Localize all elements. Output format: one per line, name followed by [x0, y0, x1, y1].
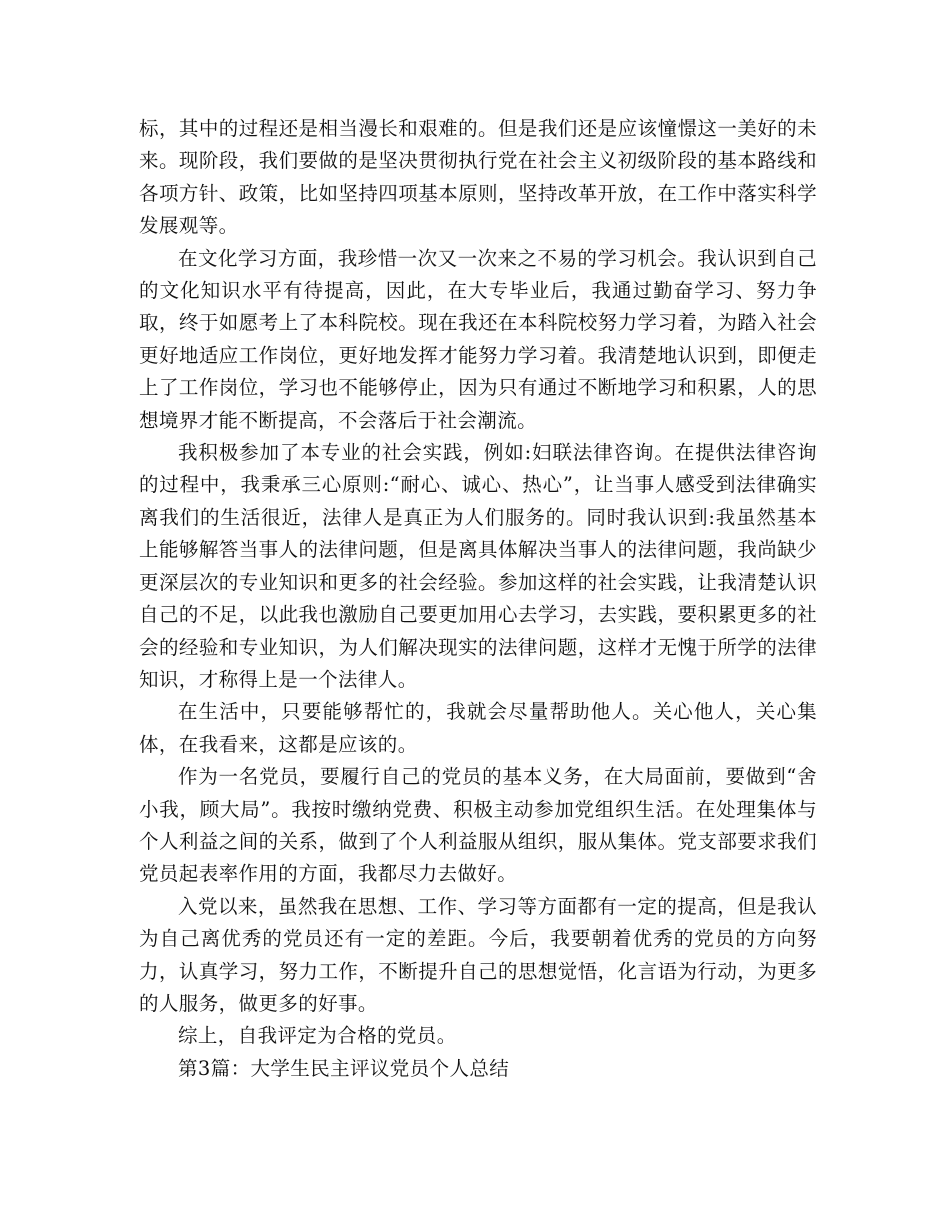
- paragraph-party-duty: 作为一名党员，要履行自己的党员的基本义务，在大局面前，要做到“舍小我，顾大局”。我按时缴纳党费、积极主动参加党组织生活。在处理集体与个人利益之间的关系，做到了个人利益服从组织，服从集体。党支部要求我们党员起表率作用的方面，我都尽力去做好。: [139, 765, 817, 886]
- paragraph-daily-life: 在生活中，只要能够帮忙的，我就会尽量帮助他人。关心他人，关心集体，在我看来，这都是应该的。: [139, 700, 817, 756]
- paragraph-self-reflection: 入党以来，虽然我在思想、工作、学习等方面都有一定的提高，但是我认为自己离优秀的党员还有一定的差距。今后，我要朝着优秀的党员的方向努力，认真学习，努力工作，不断提升自己的思想觉悟，化言语为行动，为更多的人服务，做更多的好事。: [139, 894, 817, 1015]
- paragraph-cultural-study: 在文化学习方面，我珍惜一次又一次来之不易的学习机会。我认识到自己的文化知识水平有待提高，因此，在大专毕业后，我通过勤奋学习、努力争取，终于如愿考上了本科院校。现在我还在本科院校努力学习着，为踏入社会更好地适应工作岗位，更好地发挥才能努力学习着。我清楚地认识到，即便走上了工作岗位，学习也不能够停止，因为只有通过不断地学习和积累，人的思想境界才能不断提高，不会落后于社会潮流。: [139, 246, 817, 432]
- paragraph-continuation: 标，其中的过程还是相当漫长和艰难的。但是我们还是应该憧憬这一美好的未来。现阶段，我们要做的是坚决贯彻执行党在社会主义初级阶段的基本路线和各项方针、政策，比如坚持四项基本原则，坚持改革开放，在工作中落实科学发展观等。: [139, 117, 817, 238]
- paragraph-conclusion: 综上，自我评定为合格的党员。: [178, 1024, 457, 1048]
- paragraph-social-practice: 我积极参加了本专业的社会实践，例如:妇联法律咨询。在提供法律咨询的过程中，我秉承三心原则:“耐心、诚心、热心”，让当事人感受到法律确实离我们的生活很近，法律人是真正为人们服务的。同时我认识到:我虽然基本上能够解答当事人的法律问题，但是离具体解决当事人的法律问题，我尚缺少更深层次的专业知识和更多的社会经验。参加这样的社会实践，让我清楚认识自己的不足，以此我也激励自己要更加用心去学习，去实践，要积累更多的社会的经验和专业知识，为人们解决现实的法律问题，这样才无愧于所学的法律知识，才称得上是一个法律人。: [139, 441, 817, 691]
- document-body: [139, 113, 817, 1085]
- section-heading: 第3篇：大学生民主评议党员个人总结: [178, 1056, 510, 1080]
